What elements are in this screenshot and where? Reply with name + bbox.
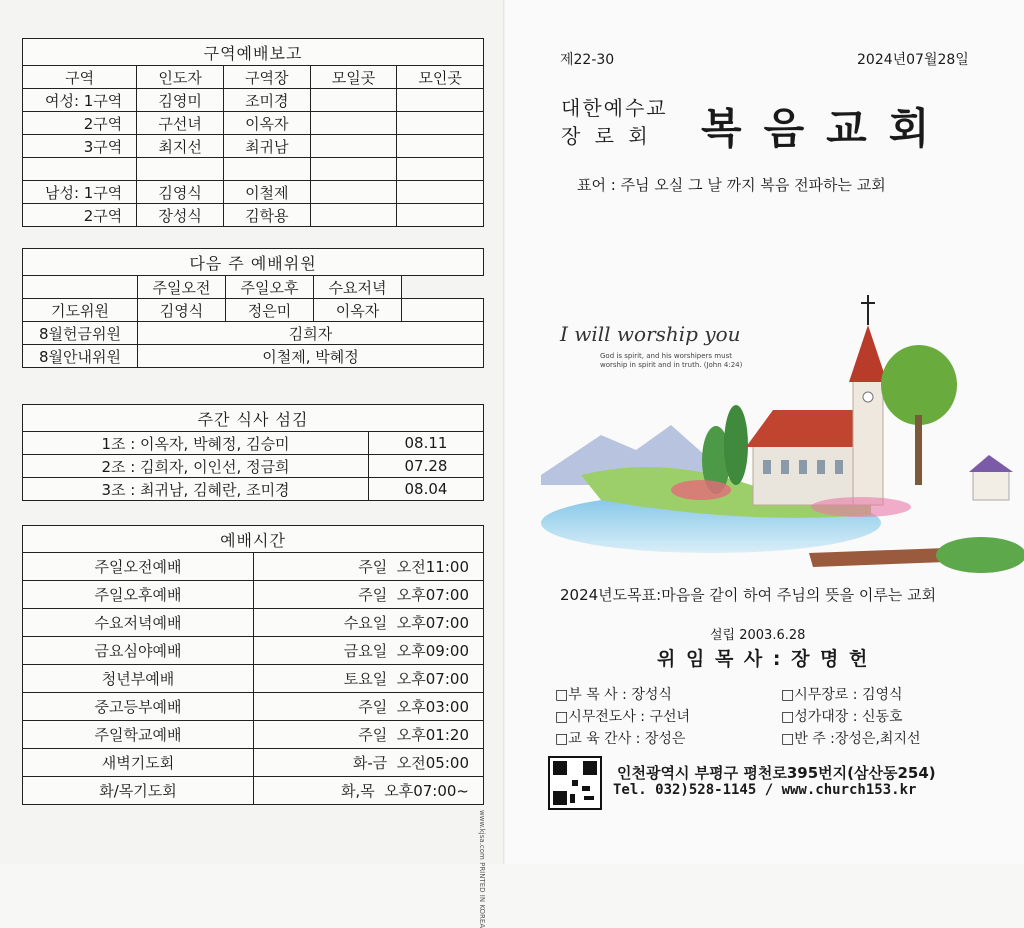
district-cell — [223, 158, 310, 181]
staff-item: □교 육 간사 : 장성은 — [555, 731, 686, 747]
table-row — [23, 693, 484, 721]
next-week-head: 수요저녁 — [314, 276, 402, 299]
staff-item: □시무전도사 : 구선녀 — [555, 709, 691, 725]
meal-group: 3조 : 최귀남, 김혜란, 조미경 — [23, 478, 369, 501]
prayer-member: 이옥자 — [314, 299, 402, 322]
worship-times-table — [22, 525, 484, 805]
district-cell — [310, 89, 397, 112]
table-row — [23, 432, 484, 455]
meal-group: 1조 : 이옥자, 박혜정, 김승미 — [23, 432, 369, 455]
district-cell — [23, 158, 137, 181]
district-cell: 여성: 1구역 — [23, 89, 137, 112]
district-cell — [310, 135, 397, 158]
art-verse-1: God is spirit, and his worshipers must — [600, 352, 732, 360]
annual-goal: 2024년도목표:마음을 같이 하여 주님의 뜻을 이루는 교회 — [560, 586, 937, 604]
prayer-member: 김영식 — [138, 299, 226, 322]
contact-line: Tel. 032)528-1145 / www.church153.kr — [613, 782, 917, 798]
table-row — [23, 609, 484, 637]
tree-shape — [724, 405, 748, 485]
table-row — [23, 581, 484, 609]
church-name: 복음교회 — [701, 104, 952, 153]
district-head-cell: 모인곳 — [397, 66, 484, 89]
art-verse-2: worship in spirit and in truth. (John 4:24) — [600, 361, 743, 369]
service-name: 주일오전예배 — [23, 553, 254, 581]
service-time: 주일 오후01:20 — [254, 721, 484, 749]
cover-page — [505, 0, 1024, 864]
motto: 표어 : 주님 오실 그 날 까지 복음 전파하는 교회 — [577, 176, 886, 194]
staff-item: □부 목 사 : 장성식 — [555, 687, 672, 703]
table-row — [23, 478, 484, 501]
clock-icon — [863, 392, 873, 402]
table-row — [23, 135, 484, 158]
service-name: 금요심야예배 — [23, 637, 254, 665]
service-time: 주일 오후03:00 — [254, 693, 484, 721]
district-cell: 구선녀 — [137, 112, 224, 135]
table-row — [23, 721, 484, 749]
service-time: 주일 오전11:00 — [254, 553, 484, 581]
district-cell — [397, 112, 484, 135]
church-roof — [746, 410, 871, 447]
service-time: 수요일 오후07:00 — [254, 609, 484, 637]
district-cell: 최지선 — [137, 135, 224, 158]
district-cell — [310, 158, 397, 181]
art-script: I will worship you — [560, 322, 741, 346]
district-head-cell: 구역 — [23, 66, 137, 89]
district-report-title: 구역예배보고 — [23, 39, 484, 66]
senior-pastor: 위 임 목 사 : 장 명 헌 — [657, 648, 870, 670]
next-week-title: 다음 주 예배위원 — [23, 249, 484, 276]
meal-date: 07.28 — [369, 455, 484, 478]
table-row — [23, 204, 484, 227]
address: 인천광역시 부평구 평천로395번지(삼산동254) — [617, 764, 936, 782]
district-cell: 장성식 — [137, 204, 224, 227]
table-row — [23, 637, 484, 665]
district-cell: 최귀남 — [223, 135, 310, 158]
district-cell — [397, 204, 484, 227]
district-cell — [137, 158, 224, 181]
district-cell: 2구역 — [23, 204, 137, 227]
district-cell — [397, 158, 484, 181]
table-row — [23, 112, 484, 135]
district-head-cell: 구역장 — [223, 66, 310, 89]
offering-members: 김희자 — [138, 322, 484, 345]
meal-table — [22, 404, 484, 501]
meal-date: 08.11 — [369, 432, 484, 455]
founded-date: 설립 2003.6.28 — [710, 628, 806, 643]
district-cell: 조미경 — [223, 89, 310, 112]
meal-group: 2조 : 김희자, 이인선, 정금희 — [23, 455, 369, 478]
service-name: 주일학교예배 — [23, 721, 254, 749]
district-cell — [397, 181, 484, 204]
denomination-line1: 대한예수교 — [561, 96, 668, 120]
issue-number: 제22-30 — [560, 52, 615, 68]
table-row — [23, 553, 484, 581]
table-row — [23, 749, 484, 777]
district-cell — [310, 181, 397, 204]
guide-members: 이철제, 박혜정 — [138, 345, 484, 368]
service-time: 화-금 오전05:00 — [254, 749, 484, 777]
prayer-label: 기도위원 — [23, 299, 138, 322]
next-week-head: 주일오전 — [138, 276, 226, 299]
service-time: 주일 오후07:00 — [254, 581, 484, 609]
district-cell: 3구역 — [23, 135, 137, 158]
service-name: 청년부예배 — [23, 665, 254, 693]
district-cell: 김영식 — [137, 181, 224, 204]
district-cell — [397, 89, 484, 112]
service-name: 수요저녁예배 — [23, 609, 254, 637]
worship-times-title: 예배시간 — [23, 526, 484, 553]
next-week-head: 주일오후 — [226, 276, 314, 299]
district-cell: 김영미 — [137, 89, 224, 112]
offering-label: 8월헌금위원 — [23, 322, 138, 345]
church-wall — [753, 445, 863, 505]
table-row — [23, 777, 484, 805]
guide-label: 8월안내위원 — [23, 345, 138, 368]
district-head-cell: 모일곳 — [310, 66, 397, 89]
staff-item: □성가대장 : 신동호 — [781, 709, 903, 725]
issue-date: 2024년07월28일 — [857, 52, 969, 68]
service-time: 화,목 오후07:00~ — [254, 777, 484, 805]
service-time: 토요일 오후07:00 — [254, 665, 484, 693]
district-cell: 이철제 — [223, 181, 310, 204]
table-row — [23, 89, 484, 112]
service-name: 화/목기도회 — [23, 777, 254, 805]
district-cell: 김학용 — [223, 204, 310, 227]
side-print: www.kjsa.com PRINTED IN KOREA — [478, 810, 486, 928]
district-cell — [310, 204, 397, 227]
district-cell — [310, 112, 397, 135]
denomination-line2: 장 로 회 — [561, 124, 652, 148]
service-name: 중고등부예배 — [23, 693, 254, 721]
small-house — [973, 470, 1009, 500]
prayer-member: 정은미 — [226, 299, 314, 322]
district-cell: 남성: 1구역 — [23, 181, 137, 204]
service-name: 새벽기도회 — [23, 749, 254, 777]
district-head-cell: 인도자 — [137, 66, 224, 89]
service-name: 주일오후예배 — [23, 581, 254, 609]
table-row — [23, 181, 484, 204]
service-time: 금요일 오후09:00 — [254, 637, 484, 665]
steeple-roof — [849, 325, 887, 382]
table-row — [23, 455, 484, 478]
table-row — [23, 665, 484, 693]
meal-date: 08.04 — [369, 478, 484, 501]
district-cell: 2구역 — [23, 112, 137, 135]
left-page — [0, 0, 505, 928]
table-row — [23, 158, 484, 181]
staff-item: □시무장로 : 김영식 — [781, 687, 903, 703]
district-report-table — [22, 38, 484, 227]
qr-code-icon — [548, 756, 602, 810]
staff-item: □반 주 :장성은,최지선 — [781, 731, 921, 747]
tree-shape — [881, 345, 957, 425]
district-cell: 이옥자 — [223, 112, 310, 135]
district-cell — [397, 135, 484, 158]
next-week-table — [22, 248, 484, 368]
meal-title: 주간 식사 섬김 — [23, 405, 484, 432]
